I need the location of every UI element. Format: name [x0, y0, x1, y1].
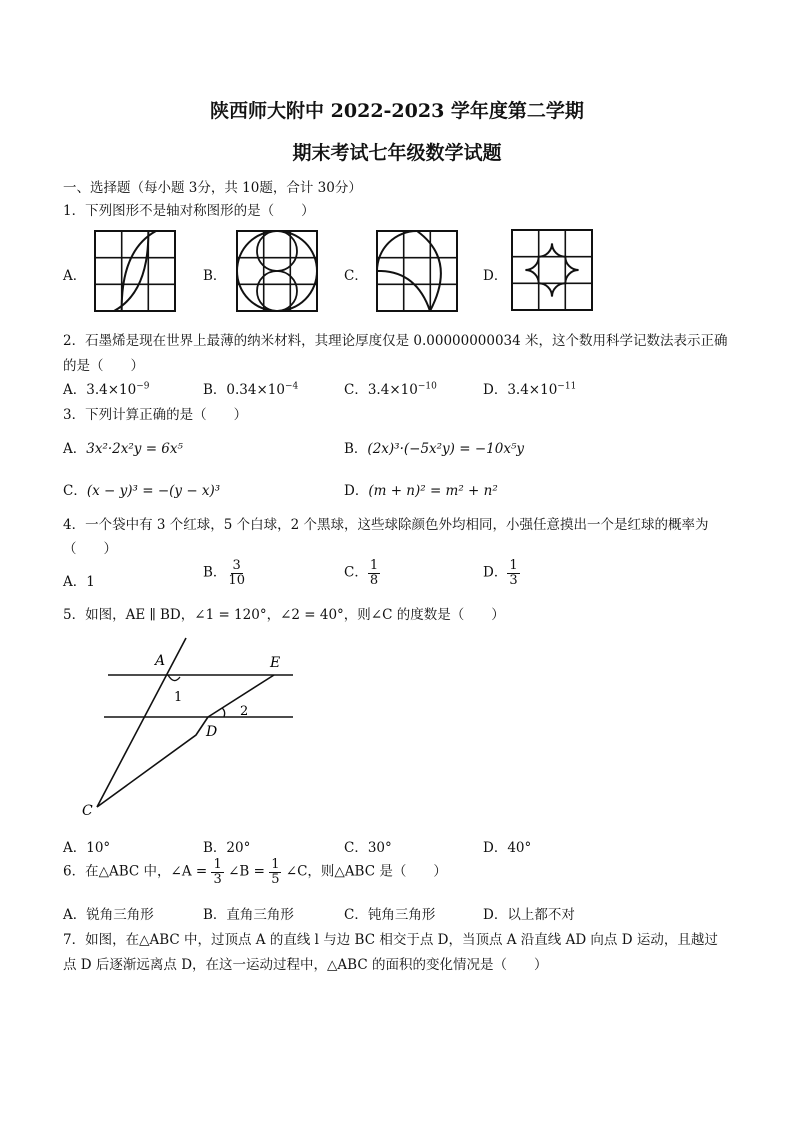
q1-label-a: A． — [63, 268, 87, 284]
q6-option-c: C．钝角三角形 — [344, 907, 436, 923]
q2-option-d: D．$3.4\times 10^{-11}$ — [483, 381, 577, 398]
q4-option-b: B． $\frac{3}{10}$ — [203, 558, 245, 588]
q5-label-e: E — [270, 655, 281, 671]
q1-figure-a — [94, 230, 176, 312]
q2-option-b: B．$0.34\times 10^{-4}$ — [203, 381, 299, 398]
q1-figure-d — [511, 229, 593, 311]
q1-label-d: D． — [483, 268, 508, 284]
page-title: 陕西师大附中 2022-2023 学年度第二学期 — [210, 100, 584, 122]
q3-stem: 3．下列计算正确的是（ ） — [63, 407, 248, 423]
q5-label-angle1: 1 — [174, 690, 183, 705]
page-subtitle: 期末考试七年级数学试题 — [292, 142, 502, 164]
q5-figure — [76, 635, 306, 820]
q4-option-d: D． $\frac{1}{3}$ — [483, 558, 518, 588]
q1-label-c: C． — [344, 268, 368, 284]
q2-stem-line2: 的是（ ） — [63, 358, 144, 374]
q7-stem-line1: 7．如图，在△ABC 中，过顶点 A 的直线 l 与边 BC 相交于点 D，当顶点 A 沿直线 AD 向点 D 运动，且越过 — [63, 932, 718, 948]
q3-option-d: D．(m + n)² = m² + n² — [344, 483, 498, 499]
q3-option-a: A．3x²·2x²y = 6x⁵ — [63, 441, 183, 457]
q1-label-b: B． — [203, 268, 227, 284]
q5-label-d: D — [206, 724, 218, 740]
q5-option-a: A．10° — [63, 840, 111, 856]
q3-option-b: B．(2x)³·(−5x²y) = −10x⁵y — [344, 441, 524, 457]
q5-stem: 5．如图，AE ∥ BD，∠1 = 120°，∠2 = 40°，则∠C 的度数是（ ） — [63, 607, 505, 623]
q5-option-b: B．20° — [203, 840, 251, 856]
q2-stem-line1: 2．石墨烯是现在世界上最薄的纳米材料，其理论厚度仅是 0.00000000034 米，这个数用科学记数法表示正确 — [63, 333, 728, 349]
q7-stem-line2: 点 D 后逐渐远离点 D，在这一运动过程中，△ABC 的面积的变化情况是（ ） — [63, 957, 548, 973]
q5-label-angle2: 2 — [240, 704, 249, 719]
q4-option-c: C． $\frac{1}{8}$ — [344, 558, 379, 588]
q5-option-c: C．30° — [344, 840, 392, 856]
q1-figure-b — [236, 230, 318, 312]
q5-label-a: A — [155, 653, 166, 669]
q4-stem-line2: （ ） — [63, 541, 117, 557]
q5-label-c: C — [82, 803, 93, 819]
q2-option-a: A．$3.4\times 10^{-9}$ — [63, 381, 150, 398]
q6-stem: 6．在△ABC 中，∠A = $\frac{1}{3}$ ∠B = $\frac{1}{5}$ ∠C，则△ABC 是（ ） — [63, 857, 447, 887]
q6-option-d: D．以上都不对 — [483, 907, 575, 923]
q4-option-a: A．1 — [63, 574, 95, 590]
q2-option-c: C．$3.4\times 10^{-10}$ — [344, 381, 437, 398]
section-heading: 一、选择题（每小题 3分，共 10题，合计 30分） — [63, 180, 362, 196]
q3-option-c: C．(x − y)³ = −(y − x)³ — [63, 483, 221, 499]
q5-option-d: D．40° — [483, 840, 532, 856]
q4-stem-line1: 4．一个袋中有 3 个红球，5 个白球，2 个黑球，这些球除颜色外均相同，小强任意摸出一个是红球的概率为 — [63, 517, 709, 533]
q6-option-a: A．锐角三角形 — [63, 907, 154, 923]
q1-stem: 1．下列图形不是轴对称图形的是（ ） — [63, 203, 315, 219]
q6-option-b: B．直角三角形 — [203, 907, 294, 923]
q1-figure-c — [376, 230, 458, 312]
